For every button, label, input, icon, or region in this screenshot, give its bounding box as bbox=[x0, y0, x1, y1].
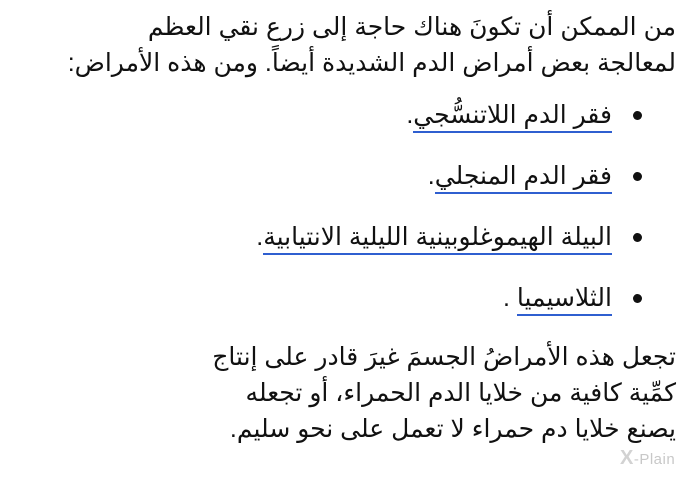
intro-line-2: لمعالجة بعض أمراض الدم الشديدة أيضاً. ومن هذه الأمراض: bbox=[67, 49, 676, 77]
outro-line-1: تجعل هذه الأمراضُ الجسمَ غيرَ قادر على إنتاج bbox=[212, 343, 676, 371]
x-plain-logo-mark: X bbox=[620, 447, 634, 469]
list-item-period: . bbox=[502, 284, 517, 312]
outro-line-3: يصنع خلايا دم حمراء لا تعمل على نحو سليم. bbox=[229, 415, 676, 443]
conditions-list bbox=[256, 95, 612, 339]
list-item-period: . bbox=[256, 223, 264, 251]
link-paroxysmal-nocturnal-hemoglobinuria[interactable]: البيلة الهيموغلوبينية الليلية الانتيابية bbox=[263, 223, 612, 255]
list-item-period: . bbox=[406, 101, 414, 129]
list-item-pnh bbox=[256, 217, 612, 278]
x-plain-logo-text: -Plain bbox=[633, 451, 676, 468]
bullet-icon bbox=[633, 233, 642, 242]
intro-line-1: من الممكن أن تكونَ هناك حاجة إلى زرع نقي العظم bbox=[147, 13, 676, 41]
link-sickle-cell-anemia[interactable]: فقر الدم المنجلي bbox=[435, 162, 612, 194]
outro-line-2: كمِّية كافية من خلايا الدم الحمراء، أو تجعله bbox=[245, 379, 676, 407]
list-item-period: . bbox=[427, 162, 435, 190]
bullet-icon bbox=[633, 294, 642, 303]
link-aplastic-anemia[interactable]: فقر الدم اللاتنسُّجي bbox=[413, 101, 612, 133]
link-thalassemia[interactable]: الثلاسيميا bbox=[517, 284, 612, 316]
x-plain-logo bbox=[620, 447, 675, 470]
intro-paragraph bbox=[16, 9, 676, 81]
outro-paragraph bbox=[116, 339, 676, 447]
list-item-sickle-cell-anemia bbox=[256, 156, 612, 217]
list-item-aplastic-anemia bbox=[256, 95, 612, 156]
list-item-thalassemia bbox=[256, 278, 612, 339]
bullet-icon bbox=[633, 172, 642, 181]
bullet-icon bbox=[633, 111, 642, 120]
